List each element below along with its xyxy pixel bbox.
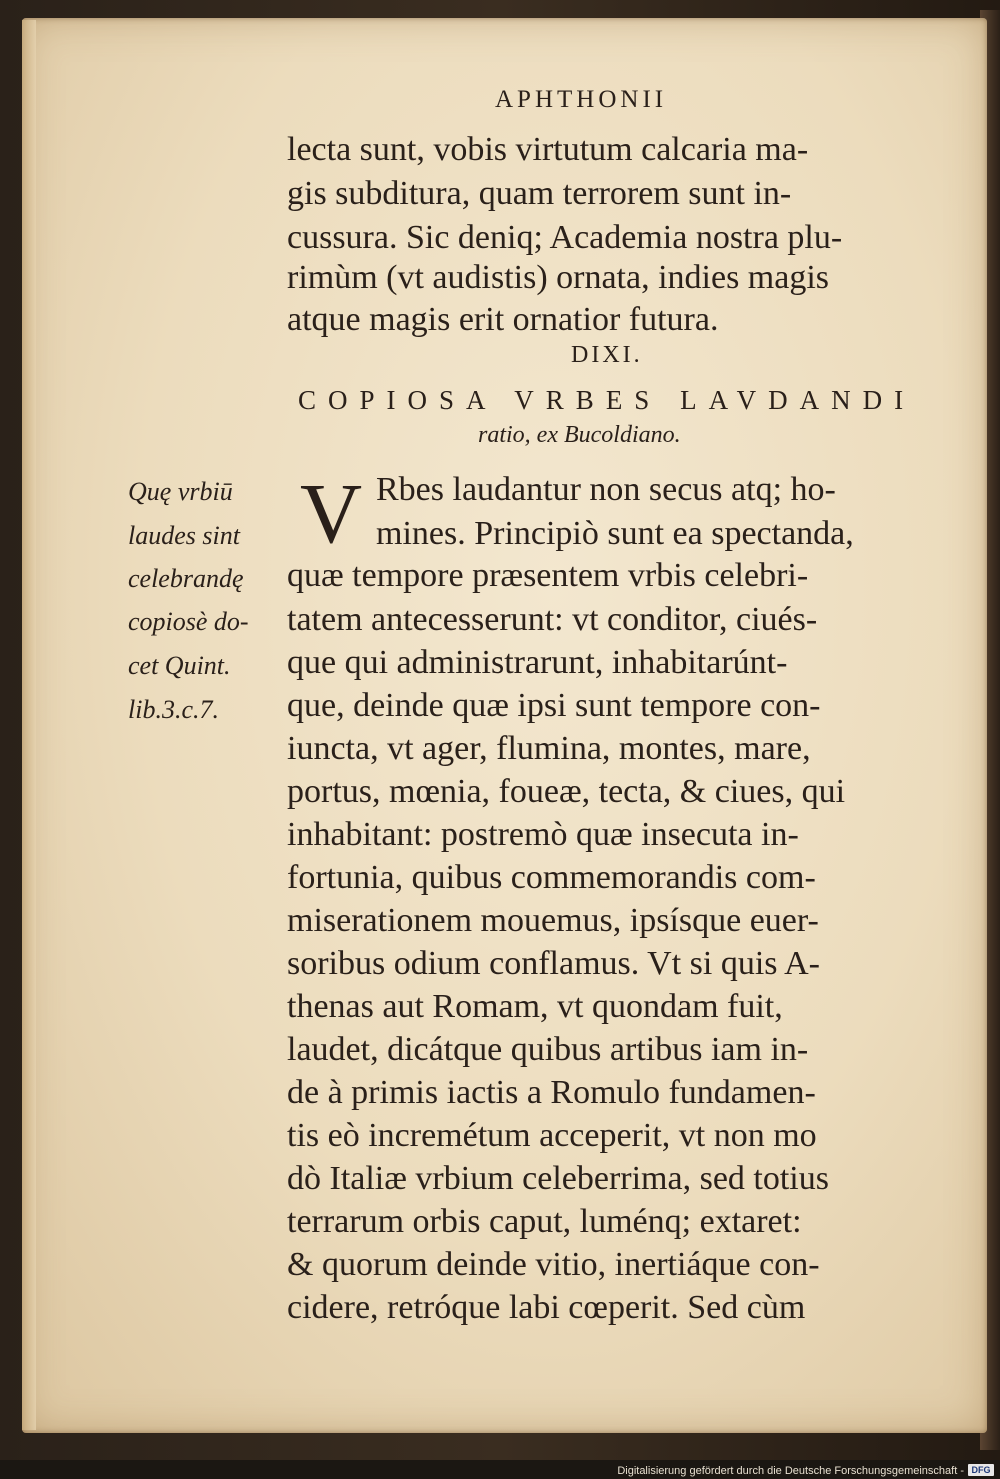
text-line: que, deinde quæ ipsi sunt tempore con- — [287, 687, 821, 724]
page-edge — [22, 20, 36, 1430]
text-line: lecta sunt, vobis virtutum calcaria ma- — [287, 131, 809, 168]
text-line: mines. Principiò sunt ea spectanda, — [376, 515, 854, 552]
running-head: APHTHONII — [495, 86, 668, 113]
section-subheading: ratio, ex Bucoldiano. — [478, 422, 681, 448]
digitization-credit: Digitalisierung gefördert durch die Deutsche Forschungsgemeinschaft - — [617, 1465, 964, 1477]
section-heading: COPIOSA VRBES LAVDANDI — [298, 385, 916, 415]
text-line: gis subditura, quam terrorem sunt in- — [287, 175, 792, 212]
text-line: terrarum orbis caput, luménq; extaret: — [287, 1203, 802, 1240]
dixi-closing: DIXI. — [571, 342, 643, 368]
margin-note-line: cet Quint. — [128, 651, 231, 680]
text-line: laudet, dicátque quibus artibus iam in- — [287, 1031, 809, 1068]
text-line: iuncta, vt ager, flumina, montes, mare, — [287, 730, 811, 767]
text-line: fortunia, quibus commemorandis com- — [287, 859, 816, 896]
drop-initial: V — [300, 465, 363, 561]
text-line: de à primis iactis a Romulo fundamen- — [287, 1074, 816, 1111]
text-line: rimùm (vt audistis) ornata, indies magis — [287, 259, 830, 296]
text-line: thenas aut Romam, vt quondam fuit, — [287, 988, 783, 1025]
text-line: soribus odium conflamus. Vt si quis A- — [287, 945, 820, 982]
text-line: miserationem mouemus, ipsísque euer- — [287, 902, 819, 939]
text-line: & quorum deinde vitio, inertiáque con- — [287, 1246, 820, 1283]
text-line: Rbes laudantur non secus atq; ho- — [376, 471, 836, 508]
margin-note-line: copiosè do- — [128, 607, 249, 636]
margin-note-line: laudes sint — [128, 521, 240, 550]
margin-note-line: lib.3.c.7. — [128, 695, 219, 724]
text-line: que qui administrarunt, inhabitarúnt- — [287, 644, 788, 681]
text-line: tatem antecesserunt: vt conditor, ciués- — [287, 601, 818, 638]
text-line: atque magis erit ornatior futura. — [287, 301, 719, 338]
text-line: tis eò incremétum acceperit, vt non mo — [287, 1117, 817, 1154]
text-line: quæ tempore præsentem vrbis celebri- — [287, 557, 809, 594]
text-line: dò Italiæ vrbium celeberrima, sed totius — [287, 1160, 829, 1197]
margin-note-line: celebrandę — [128, 564, 244, 593]
text-line: cussura. Sic deniq; Academia nostra plu- — [287, 219, 843, 256]
text-line: inhabitant: postremò quæ insecuta in- — [287, 816, 799, 853]
dfg-logo: DFG — [968, 1464, 994, 1476]
text-line: cidere, retróque labi cœperit. Sed cùm — [287, 1289, 806, 1326]
text-line: portus, mœnia, foueæ, tecta, & ciues, qui — [287, 773, 846, 810]
margin-note-line: Quę vrbiū — [128, 477, 233, 506]
